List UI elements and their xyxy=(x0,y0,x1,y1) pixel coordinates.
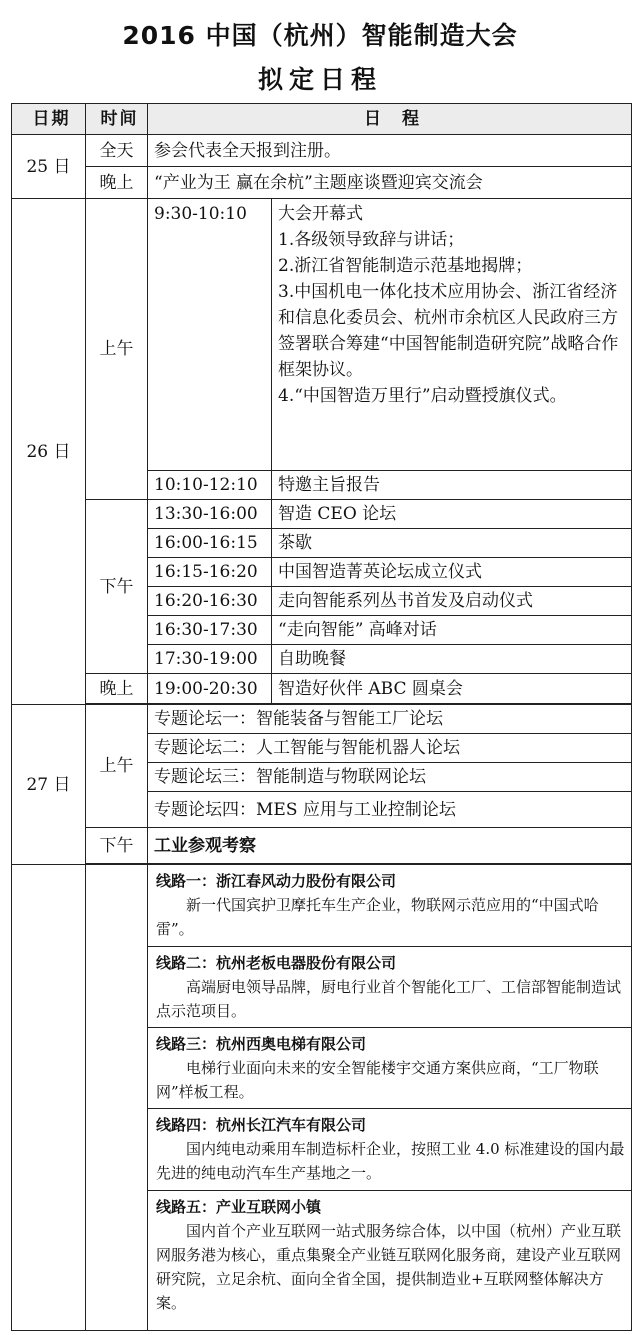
table-row xyxy=(12,705,632,734)
time-cell: 晚上 xyxy=(86,167,148,199)
table-row xyxy=(12,135,632,167)
forum-cell: 专题论坛二：人工智能与智能机器人论坛 xyxy=(148,734,632,763)
slot-cell: 16:20-16:30 xyxy=(148,587,272,616)
header-schedule: 日 程 xyxy=(148,104,632,135)
schedule-table xyxy=(11,103,632,1331)
route-title: 线路一：浙江春风动力股份有限公司 xyxy=(156,872,397,890)
time-cell: 晚上 xyxy=(86,674,148,704)
time-cell: 全天 xyxy=(86,135,148,167)
forum-cell: 专题论坛四：MES 应用与工业控制论坛 xyxy=(148,792,632,828)
schedule-cell: “走向智能” 高峰对话 xyxy=(272,616,632,645)
header-date: 日期 xyxy=(12,104,86,135)
page-title: 2016 中国（杭州）智能制造大会 xyxy=(122,21,518,50)
time-cell: 上午 xyxy=(86,705,148,828)
header-row xyxy=(12,104,632,135)
route-cell xyxy=(148,865,632,947)
route-desc: 国内首个产业互联网一站式服务综合体，以中国（杭州）产业互联网服务港为核心，重点集聚全产业链互联网化服务商，建设产业互联网研究院，立足余杭、面向全省全国，提供制造业+互联网整体解决方案。 xyxy=(156,1222,622,1312)
route-cell xyxy=(148,1028,632,1109)
schedule-cell: 茶歇 xyxy=(272,529,632,558)
route-desc: 新一代国宾护卫摩托车生产企业，物联网示范应用的“中国式哈雷”。 xyxy=(156,896,599,938)
table-row xyxy=(12,828,632,864)
table-row xyxy=(12,500,632,529)
date-cell-25: 25 日 xyxy=(12,135,86,199)
opening-line: 2.浙江省智能制造示范基地揭牌； xyxy=(278,256,533,276)
opening-ceremony-cell xyxy=(272,199,632,471)
schedule-cell: 智造好伙伴 ABC 圆桌会 xyxy=(272,674,632,704)
table-row xyxy=(12,199,632,471)
schedule-cell: 工业参观考察 xyxy=(148,828,632,864)
slot-cell: 16:30-17:30 xyxy=(148,616,272,645)
time-cell: 下午 xyxy=(86,828,148,864)
date-cell-27: 27 日 xyxy=(12,705,86,865)
route-title: 线路三：杭州西奥电梯有限公司 xyxy=(156,1035,367,1053)
forum-cell: 专题论坛三：智能制造与物联网论坛 xyxy=(148,763,632,792)
slot-cell: 10:10-12:10 xyxy=(148,471,272,500)
header-time: 时间 xyxy=(86,104,148,135)
schedule-cell: “产业为王 赢在余杭”主题座谈暨迎宾交流会 xyxy=(148,167,632,199)
opening-line: 1.各级领导致辞与讲话； xyxy=(278,230,465,250)
date-cell-26: 26 日 xyxy=(12,199,86,705)
route-title: 线路二：杭州老板电器股份有限公司 xyxy=(156,954,397,972)
route-cell xyxy=(148,1191,632,1331)
schedule-cell: 走向智能系列丛书首发及启动仪式 xyxy=(272,587,632,616)
route-desc: 国内纯电动乘用车制造标杆企业，按照工业 4.0 标准建设的国内最先进的纯电动汽车生产基地之一。 xyxy=(156,1140,625,1182)
slot-cell: 16:15-16:20 xyxy=(148,558,272,587)
schedule-cell: 参会代表全天报到注册。 xyxy=(148,135,632,167)
slot-cell: 17:30-19:00 xyxy=(148,645,272,674)
route-desc: 电梯行业面向未来的安全智能楼宇交通方案供应商，“工厂物联网”样板工程。 xyxy=(156,1059,599,1101)
slot-cell: 19:00-20:30 xyxy=(148,674,272,704)
opening-line: 4.“中国智造万里行”启动暨授旗仪式。 xyxy=(278,386,567,406)
time-cell: 下午 xyxy=(86,500,148,674)
route-title: 线路五：产业互联网小镇 xyxy=(156,1198,322,1216)
forum-cell: 专题论坛一：智能装备与智能工厂论坛 xyxy=(148,705,632,734)
opening-line: 3.中国机电一体化技术应用协会、浙江省经济和信息化委员会、杭州市余杭区人民政府三方签署联合筹建“中国智能制造研究院”战略合作框架协议。 xyxy=(278,282,619,380)
page-subtitle: 拟定日程 xyxy=(257,65,382,94)
slot-cell: 16:00-16:15 xyxy=(148,529,272,558)
schedule-cell: 自助晚餐 xyxy=(272,645,632,674)
blank-time-cell xyxy=(86,865,148,1331)
schedule-cell: 特邀主旨报告 xyxy=(272,471,632,500)
route-title: 线路四：杭州长江汽车有限公司 xyxy=(156,1116,367,1134)
route-cell xyxy=(148,1109,632,1191)
slot-cell: 9:30-10:10 xyxy=(148,199,272,471)
opening-line: 大会开幕式 xyxy=(278,204,363,224)
time-cell: 上午 xyxy=(86,199,148,500)
blank-date-cell xyxy=(12,865,86,1331)
table-row xyxy=(12,674,632,704)
table-row xyxy=(12,167,632,199)
route-row xyxy=(12,865,632,947)
route-cell xyxy=(148,947,632,1028)
slot-cell: 13:30-16:00 xyxy=(148,500,272,529)
schedule-cell: 智造 CEO 论坛 xyxy=(272,500,632,529)
schedule-cell: 中国智造菁英论坛成立仪式 xyxy=(272,558,632,587)
route-desc: 高端厨电领导品牌，厨电行业首个智能化工厂、工信部智能制造试点示范项目。 xyxy=(156,978,622,1020)
